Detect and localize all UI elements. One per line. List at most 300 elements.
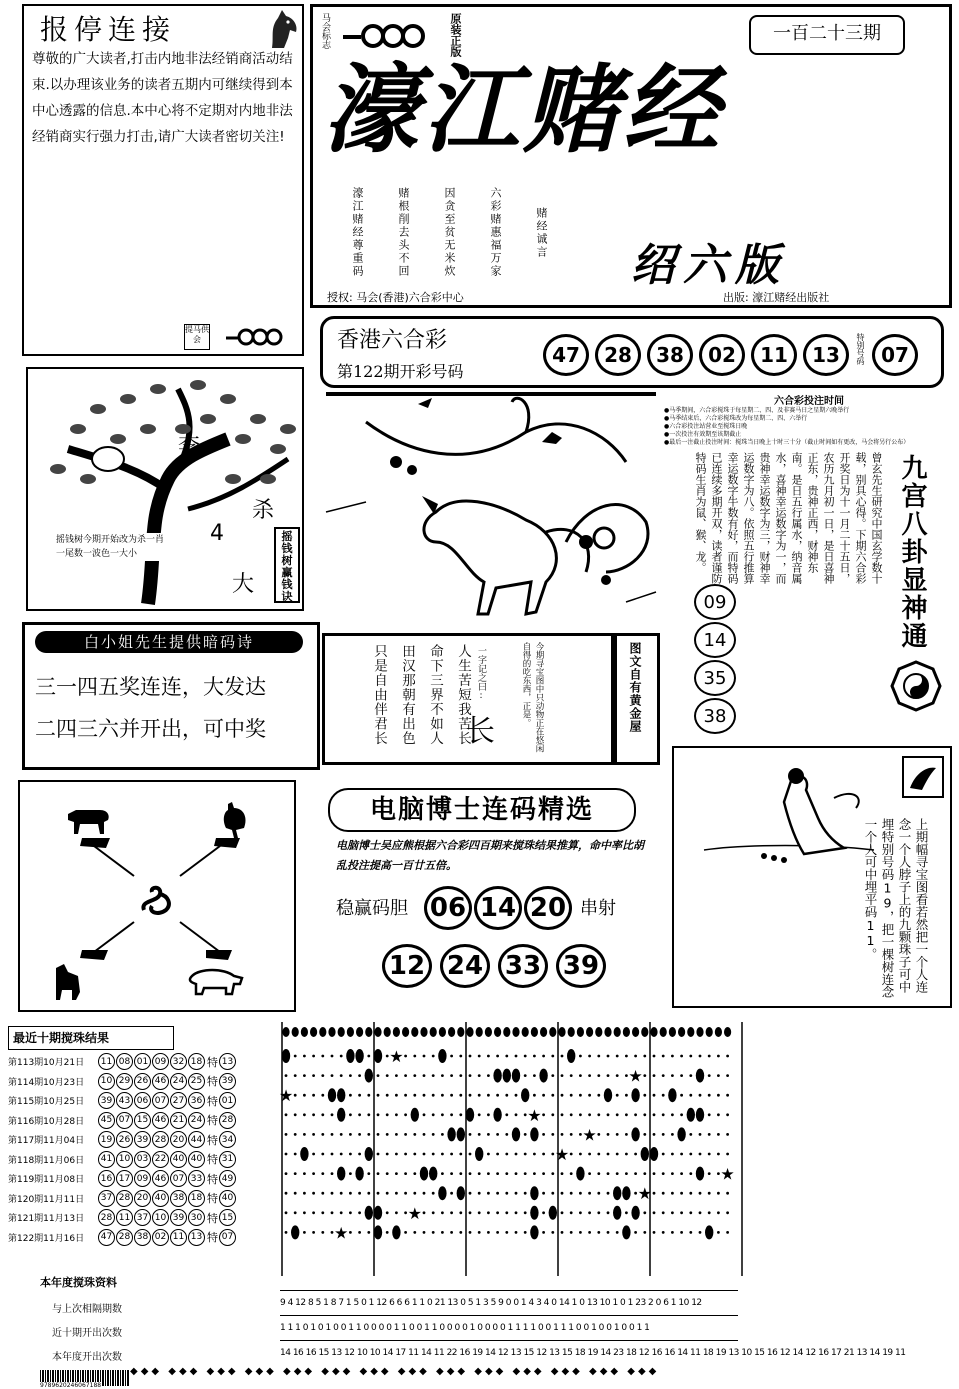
motto-col: 赌根削去头不回 <box>397 187 410 278</box>
grid-drawn-dot <box>521 1088 529 1102</box>
diamond-border: ◆◆◆ ◆◆◆ ◆◆◆ ◆◆◆ ◆◆◆ ◆◆◆ ◆◆◆ ◆◆◆ ◆◆◆ ◆◆◆ ◆◆◆ ◆◆◆ ◆◆◆ ◆◆◆ <box>130 1366 660 1377</box>
grid-empty-dot <box>561 1113 564 1116</box>
grid-empty-dot <box>607 1211 610 1214</box>
grid-empty-dot <box>285 1192 288 1195</box>
grid-empty-dot <box>708 1211 711 1214</box>
grid-empty-dot <box>321 1133 324 1136</box>
grid-empty-dot <box>441 1211 444 1214</box>
grid-empty-dot <box>533 1055 536 1058</box>
result-ball: 25 <box>188 1073 205 1090</box>
grid-empty-dot <box>358 1192 361 1195</box>
grid-header-dot <box>485 1027 492 1037</box>
betting-time-line: ●一次投注有效期至该期截止 <box>664 431 742 438</box>
grid-empty-dot <box>404 1113 407 1116</box>
grid-empty-dot <box>432 1094 435 1097</box>
grid-drawn-dot <box>668 1088 676 1102</box>
grid-empty-dot <box>579 1055 582 1058</box>
result-row-label: 第122期11月16日 <box>8 1233 85 1244</box>
grid-empty-dot <box>349 1133 352 1136</box>
grid-empty-dot <box>487 1094 490 1097</box>
grid-empty-dot <box>358 1211 361 1214</box>
result-ball: 38 <box>170 1190 187 1207</box>
grid-empty-dot <box>689 1153 692 1156</box>
grid-empty-dot <box>432 1211 435 1214</box>
grid-empty-dot <box>367 1192 370 1195</box>
grid-empty-dot <box>358 1094 361 1097</box>
grid-empty-dot <box>561 1055 564 1058</box>
grid-empty-dot <box>597 1231 600 1234</box>
result-ball: 11 <box>116 1209 133 1226</box>
grid-empty-dot <box>377 1172 380 1175</box>
stat-row: 14 16 16 15 13 12 10 10 14 17 11 14 11 22 16 19 14 12 13 15 12 13 15 18 19 14 23 18 12 16 16 14 11 18 19 13 10 15 16 12 14 12 16 17 21 13 14 19 11 <box>280 1340 738 1365</box>
grid-empty-dot <box>671 1074 674 1077</box>
results-table <box>8 1052 268 1247</box>
grid-empty-dot <box>570 1153 573 1156</box>
stat-label: 与上次相隔期数 <box>52 1304 122 1315</box>
bagua-icon <box>890 660 942 712</box>
grid-empty-dot <box>367 1113 370 1116</box>
grid-drawn-dot <box>613 1206 621 1220</box>
grid-empty-dot <box>312 1074 315 1077</box>
grid-empty-dot <box>708 1113 711 1116</box>
grid-empty-dot <box>671 1153 674 1156</box>
motto <box>349 187 549 278</box>
grid-empty-dot <box>524 1211 527 1214</box>
hint-title-box <box>614 633 660 765</box>
grid-empty-dot <box>515 1172 518 1175</box>
result-special-ball: 15 <box>219 1209 236 1226</box>
result-ball: 32 <box>170 1053 187 1070</box>
grid-empty-dot <box>524 1172 527 1175</box>
masthead-left-tag: 马会标志 <box>320 13 330 49</box>
grid-empty-dot <box>312 1055 315 1058</box>
grid-header-dot <box>494 1027 501 1037</box>
grid-header-dot <box>660 1027 667 1037</box>
grid-empty-dot <box>699 1153 702 1156</box>
grid-empty-dot <box>726 1133 729 1136</box>
treasure-icon <box>902 756 944 798</box>
grid-empty-dot <box>551 1074 554 1077</box>
grid-empty-dot <box>505 1113 508 1116</box>
grid-empty-dot <box>459 1172 462 1175</box>
grid-empty-dot <box>478 1133 481 1136</box>
result-ball: 36 <box>188 1092 205 1109</box>
grid-special-star: ★ <box>334 1223 349 1243</box>
result-row-label: 第120期11月11日 <box>8 1194 85 1205</box>
grid-special-star: ★ <box>527 1105 542 1125</box>
grid-empty-dot <box>450 1153 453 1156</box>
lottery-ball: 11 <box>751 334 797 376</box>
grid-empty-dot <box>294 1172 297 1175</box>
grid-empty-dot <box>607 1113 610 1116</box>
year-title: 本年度搅珠资料 <box>40 1276 117 1289</box>
grid-empty-dot <box>653 1055 656 1058</box>
special-ball: 07 <box>872 334 918 376</box>
grid-empty-dot <box>312 1133 315 1136</box>
zodiac-box <box>18 780 296 1012</box>
grid-empty-dot <box>423 1211 426 1214</box>
result-special-label: 特 <box>207 1153 218 1167</box>
grid-drawn-dot <box>374 1206 382 1220</box>
result-row <box>8 1189 268 1209</box>
grid-empty-dot <box>551 1113 554 1116</box>
grid-empty-dot <box>551 1153 554 1156</box>
grid-empty-dot <box>579 1211 582 1214</box>
result-ball: 28 <box>152 1131 169 1148</box>
grid-empty-dot <box>515 1231 518 1234</box>
result-ball: 37 <box>98 1190 115 1207</box>
grid-drawn-dot <box>696 1069 704 1083</box>
grid-drawn-dot <box>687 1108 695 1122</box>
grid-header-dot <box>715 1027 722 1037</box>
grid-empty-dot <box>321 1055 324 1058</box>
grid-header-dot <box>632 1027 639 1037</box>
grid-empty-dot <box>561 1133 564 1136</box>
grid-empty-dot <box>680 1231 683 1234</box>
doctor-title: 电脑博士连码精选 <box>328 788 636 832</box>
result-special-label: 特 <box>207 1231 218 1245</box>
grid-drawn-dot <box>576 1167 584 1181</box>
grid-header-dot <box>614 1027 621 1037</box>
grid-empty-dot <box>699 1055 702 1058</box>
result-ball: 33 <box>188 1170 205 1187</box>
grid-empty-dot <box>662 1231 665 1234</box>
grid-empty-dot <box>708 1133 711 1136</box>
grid-empty-dot <box>496 1231 499 1234</box>
grid-empty-dot <box>607 1231 610 1234</box>
grid-empty-dot <box>634 1113 637 1116</box>
grid-empty-dot <box>616 1113 619 1116</box>
stat-row: 9 4 12 8 5 1 8 7 1 5 0 1 12 6 6 6 1 1 0 21 13 0 5 1 3 5 9 0 0 1 4 3 4 0 14 1 0 13 10 1 0 1 23 2 0 6 1 10 12 <box>280 1298 702 1308</box>
grid-empty-dot <box>294 1074 297 1077</box>
grid-empty-dot <box>331 1192 334 1195</box>
grid-empty-dot <box>331 1055 334 1058</box>
grid-empty-dot <box>533 1094 536 1097</box>
grid-empty-dot <box>570 1172 573 1175</box>
grid-empty-dot <box>294 1211 297 1214</box>
horseshoe-logo-icon <box>224 326 290 348</box>
grid-empty-dot <box>579 1153 582 1156</box>
grid-empty-dot <box>469 1055 472 1058</box>
grid-empty-dot <box>708 1153 711 1156</box>
result-ball: 20 <box>134 1190 151 1207</box>
doctor-more <box>382 944 606 988</box>
grid-empty-dot <box>662 1074 665 1077</box>
grid-empty-dot <box>588 1153 591 1156</box>
grid-header-dot <box>448 1027 455 1037</box>
grid-empty-dot <box>717 1055 720 1058</box>
grid-empty-dot <box>542 1055 545 1058</box>
grid-empty-dot <box>395 1094 398 1097</box>
result-ball: 26 <box>116 1131 133 1148</box>
grid-empty-dot <box>487 1113 490 1116</box>
grid-drawn-dot <box>539 1069 547 1083</box>
grid-special-star: ★ <box>407 1203 422 1223</box>
grid-empty-dot <box>699 1211 702 1214</box>
grid-empty-dot <box>717 1172 720 1175</box>
result-ball: 21 <box>170 1112 187 1129</box>
horse-icon <box>264 8 302 50</box>
animal-illustration <box>326 392 660 620</box>
result-row <box>8 1228 268 1248</box>
notice-box <box>22 4 304 356</box>
grid-empty-dot <box>653 1211 656 1214</box>
grid-empty-dot <box>331 1231 334 1234</box>
grid-empty-dot <box>643 1133 646 1136</box>
grid-special-star: ★ <box>720 1164 735 1184</box>
result-ball: 38 <box>134 1229 151 1246</box>
grid-drawn-dot <box>622 1225 630 1239</box>
grid-drawn-dot <box>392 1225 400 1239</box>
grid-header-dot <box>292 1027 299 1037</box>
grid-empty-dot <box>432 1192 435 1195</box>
grid-empty-dot <box>579 1113 582 1116</box>
grid-empty-dot <box>469 1094 472 1097</box>
grid-empty-dot <box>607 1074 610 1077</box>
grid-empty-dot <box>588 1055 591 1058</box>
result-ball: 24 <box>170 1073 187 1090</box>
grid-empty-dot <box>321 1231 324 1234</box>
grid-empty-dot <box>717 1074 720 1077</box>
grid-drawn-dot <box>549 1206 557 1220</box>
grid-empty-dot <box>515 1153 518 1156</box>
grid-empty-dot <box>349 1211 352 1214</box>
grid-empty-dot <box>625 1074 628 1077</box>
verse-col: 田汉那朝有出色 <box>399 644 415 746</box>
lottery-numbers <box>543 333 918 377</box>
grid-empty-dot <box>561 1172 564 1175</box>
grid-empty-dot <box>377 1133 380 1136</box>
lottery-ball: 13 <box>803 334 849 376</box>
grid-empty-dot <box>533 1153 536 1156</box>
doctor-section <box>326 784 666 1014</box>
grid-header-dot <box>568 1027 575 1037</box>
grid-empty-dot <box>413 1094 416 1097</box>
result-ball: 40 <box>188 1151 205 1168</box>
result-ball: 10 <box>116 1151 133 1168</box>
grid-header-dot <box>577 1027 584 1037</box>
grid-empty-dot <box>441 1172 444 1175</box>
grid-empty-dot <box>551 1231 554 1234</box>
grid-empty-dot <box>303 1133 306 1136</box>
grid-empty-dot <box>358 1074 361 1077</box>
grid-header-dot <box>641 1027 648 1037</box>
grid-empty-dot <box>662 1113 665 1116</box>
notice-title: 报停连接 <box>40 13 177 46</box>
result-row <box>8 1169 268 1189</box>
grid-empty-dot <box>441 1074 444 1077</box>
result-special-label: 特 <box>207 1075 218 1089</box>
result-ball: 02 <box>152 1229 169 1246</box>
grid-header-dot <box>476 1027 483 1037</box>
grid-empty-dot <box>349 1074 352 1077</box>
grid-empty-dot <box>653 1133 656 1136</box>
grid-empty-dot <box>643 1074 646 1077</box>
grid-empty-dot <box>496 1133 499 1136</box>
grid-empty-dot <box>432 1074 435 1077</box>
grid-empty-dot <box>671 1172 674 1175</box>
result-row-label: 第117期11月04日 <box>8 1136 85 1147</box>
grid-empty-dot <box>441 1231 444 1234</box>
grid-header-dot <box>430 1027 437 1037</box>
grid-empty-dot <box>607 1192 610 1195</box>
result-row <box>8 1091 268 1111</box>
grid-empty-dot <box>331 1172 334 1175</box>
result-special-label: 特 <box>207 1133 218 1147</box>
grid-empty-dot <box>689 1055 692 1058</box>
grid-empty-dot <box>367 1231 370 1234</box>
poem-line: 二四三六并开出，可中奖 <box>35 717 266 741</box>
lottery-ball: 47 <box>543 334 589 376</box>
grid-empty-dot <box>340 1133 343 1136</box>
verse-col: 人生苦短我苦长 <box>455 644 471 746</box>
grid-empty-dot <box>349 1094 352 1097</box>
grid-header-dot <box>595 1027 602 1037</box>
grid-empty-dot <box>367 1055 370 1058</box>
result-ball: 18 <box>188 1190 205 1207</box>
grid-empty-dot <box>524 1133 527 1136</box>
grid-empty-dot <box>303 1113 306 1116</box>
grid-header-dot <box>319 1027 326 1037</box>
grid-drawn-dot <box>365 1147 373 1161</box>
grid-empty-dot <box>689 1231 692 1234</box>
result-ball: 39 <box>98 1092 115 1109</box>
grid-empty-dot <box>561 1211 564 1214</box>
grid-drawn-dot <box>696 1108 704 1122</box>
result-ball: 46 <box>152 1112 169 1129</box>
doctor-more-ball: 39 <box>556 944 606 988</box>
grid-empty-dot <box>469 1211 472 1214</box>
grid-empty-dot <box>469 1133 472 1136</box>
poem-banner: 白小姐先生提供暗码诗 <box>35 631 303 653</box>
special-label: 特别号码 <box>856 333 865 365</box>
grid-header-dot <box>347 1027 354 1037</box>
ox-icon <box>64 802 112 836</box>
result-ball: 16 <box>98 1170 115 1187</box>
masthead-title: 濠江赌经 <box>323 54 723 166</box>
grid-empty-dot <box>653 1094 656 1097</box>
ball-distribution-grid <box>278 1020 738 1280</box>
grid-empty-dot <box>689 1074 692 1077</box>
grid-empty-dot <box>386 1094 389 1097</box>
grid-empty-dot <box>377 1074 380 1077</box>
grid-empty-dot <box>717 1094 720 1097</box>
grid-empty-dot <box>285 1074 288 1077</box>
grid-empty-dot <box>689 1094 692 1097</box>
grid-empty-dot <box>395 1211 398 1214</box>
grid-empty-dot <box>588 1172 591 1175</box>
grid-header-dot <box>586 1027 593 1037</box>
result-ball: 18 <box>188 1053 205 1070</box>
grid-empty-dot <box>597 1172 600 1175</box>
grid-empty-dot <box>597 1074 600 1077</box>
grid-empty-dot <box>340 1192 343 1195</box>
grid-empty-dot <box>551 1172 554 1175</box>
grid-empty-dot <box>340 1055 343 1058</box>
grid-header-dot <box>384 1027 391 1037</box>
grid-empty-dot <box>634 1192 637 1195</box>
grid-header-dot <box>365 1027 372 1037</box>
grid-empty-dot <box>671 1113 674 1116</box>
grid-empty-dot <box>496 1094 499 1097</box>
grid-empty-dot <box>312 1094 315 1097</box>
result-special-label: 特 <box>207 1172 218 1186</box>
grid-empty-dot <box>469 1074 472 1077</box>
grid-drawn-dot <box>438 1186 446 1200</box>
grid-drawn-dot <box>411 1108 419 1122</box>
grid-empty-dot <box>533 1172 536 1175</box>
grid-empty-dot <box>699 1231 702 1234</box>
grid-empty-dot <box>404 1211 407 1214</box>
motto-col: 六彩赌惠福万家 <box>489 187 502 278</box>
grid-empty-dot <box>653 1113 656 1116</box>
grid-empty-dot <box>367 1133 370 1136</box>
feng-side-title: 九宫八卦显神通 <box>897 454 927 650</box>
feng-text: 曾玄先生研究中国玄学数十载，别具心得。下期六合彩开奖日为十一月二十五日，农历九月初一日，是日喜神正东，贵神正西，财神东南。是日五行属水，纳音属水，喜神幸运数字为一，而贵神幸运数字为三，财神幸运数字为八。依照五行推算幸运数字牛数有好，而特码已连续多期开双，读者谨防特码生肖为鼠、猴、龙。 <box>694 452 883 584</box>
grid-empty-dot <box>662 1094 665 1097</box>
grid-empty-dot <box>717 1153 720 1156</box>
stat-label: 近十期开出次数 <box>52 1328 122 1339</box>
grid-empty-dot <box>542 1231 545 1234</box>
verse-big-char: 长 <box>465 714 495 749</box>
grid-special-star: ★ <box>628 1066 643 1086</box>
grid-drawn-dot <box>530 1206 538 1220</box>
grid-empty-dot <box>487 1153 490 1156</box>
grid-header-dot <box>402 1027 409 1037</box>
tree-char-1: 李 <box>178 434 201 459</box>
grid-empty-dot <box>349 1192 352 1195</box>
result-ball: 09 <box>134 1170 151 1187</box>
grid-drawn-dot <box>337 1088 345 1102</box>
grid-empty-dot <box>717 1113 720 1116</box>
result-ball: 40 <box>152 1190 169 1207</box>
grid-empty-dot <box>432 1133 435 1136</box>
grid-drawn-dot <box>631 1127 639 1141</box>
result-special-ball: 34 <box>219 1131 236 1148</box>
grid-empty-dot <box>643 1231 646 1234</box>
result-row-label: 第115期10月25日 <box>8 1097 85 1108</box>
masthead-right-tag: 原装正版 <box>449 13 462 57</box>
result-ball: 29 <box>116 1073 133 1090</box>
result-ball: 06 <box>134 1092 151 1109</box>
grid-empty-dot <box>413 1192 416 1195</box>
result-row <box>8 1111 268 1131</box>
grid-empty-dot <box>505 1133 508 1136</box>
grid-empty-dot <box>671 1192 674 1195</box>
grid-empty-dot <box>331 1153 334 1156</box>
result-ball: 27 <box>170 1092 187 1109</box>
grid-drawn-dot <box>512 1127 520 1141</box>
grid-empty-dot <box>459 1211 462 1214</box>
result-ball: 19 <box>98 1131 115 1148</box>
grid-empty-dot <box>349 1231 352 1234</box>
lottery-name: 香港六合彩 <box>337 328 448 353</box>
result-ball: 07 <box>116 1112 133 1129</box>
grid-empty-dot <box>496 1172 499 1175</box>
grid-header-dot <box>411 1027 418 1037</box>
grid-empty-dot <box>478 1211 481 1214</box>
grid-empty-dot <box>459 1113 462 1116</box>
grid-empty-dot <box>404 1231 407 1234</box>
grid-drawn-dot <box>328 1088 336 1102</box>
grid-empty-dot <box>386 1211 389 1214</box>
grid-empty-dot <box>551 1094 554 1097</box>
grid-empty-dot <box>616 1172 619 1175</box>
grid-empty-dot <box>625 1172 628 1175</box>
grid-special-star: ★ <box>582 1125 597 1145</box>
poem-line: 三一四五奖连连，大发达 <box>35 675 266 699</box>
grid-empty-dot <box>597 1153 600 1156</box>
